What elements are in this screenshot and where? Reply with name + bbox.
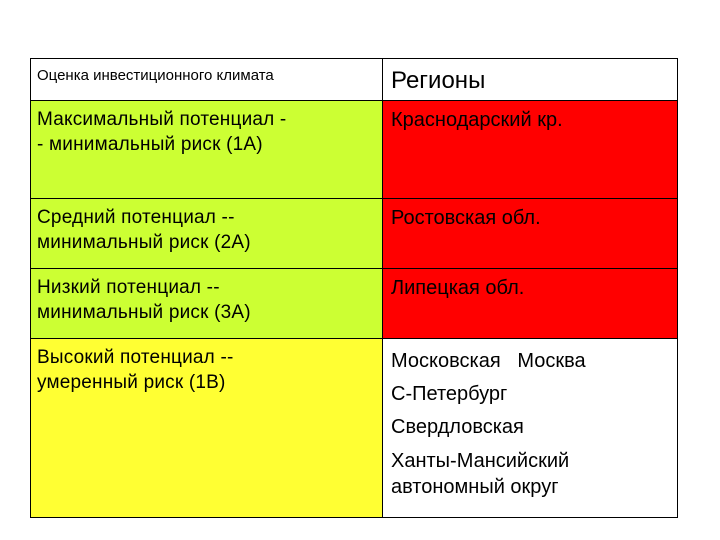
region-item: Свердловская	[391, 416, 524, 438]
table-row	[31, 339, 677, 517]
region-item: Московская Москва	[391, 350, 586, 372]
region-item: автономный округ	[391, 476, 559, 498]
header-regions: Регионы	[391, 67, 486, 94]
investment-climate-table	[30, 58, 678, 518]
category-text: Средний потенциал --	[37, 207, 235, 228]
region-cell-1b	[383, 339, 677, 517]
category-text: Высокий потенциал --	[37, 347, 234, 368]
region-cell-2a: Ростовская обл.	[383, 199, 677, 268]
category-text: минимальный риск (3А)	[37, 302, 251, 323]
category-cell-2a	[31, 199, 383, 268]
category-text: умеренный риск (1В)	[37, 372, 226, 393]
region-item: С-Петербург	[391, 383, 508, 405]
category-cell-3a	[31, 269, 383, 338]
table-row	[31, 269, 677, 339]
region-cell-1a: Краснодарский кр.	[383, 101, 677, 198]
table-header-row	[31, 59, 677, 101]
table-row	[31, 101, 677, 199]
category-cell-1a	[31, 101, 383, 198]
category-text: - минимальный риск (1А)	[37, 134, 263, 155]
region-cell-3a: Липецкая обл.	[383, 269, 677, 338]
category-cell-1b	[31, 339, 383, 517]
category-text: Максимальный потенциал -	[37, 109, 287, 130]
table-row	[31, 199, 677, 269]
category-text: минимальный риск (2А)	[37, 232, 251, 253]
header-assessment: Оценка инвестиционного климата	[31, 59, 383, 100]
region-item: Ханты-Мансийский	[391, 450, 570, 472]
category-text: Низкий потенциал --	[37, 277, 220, 298]
